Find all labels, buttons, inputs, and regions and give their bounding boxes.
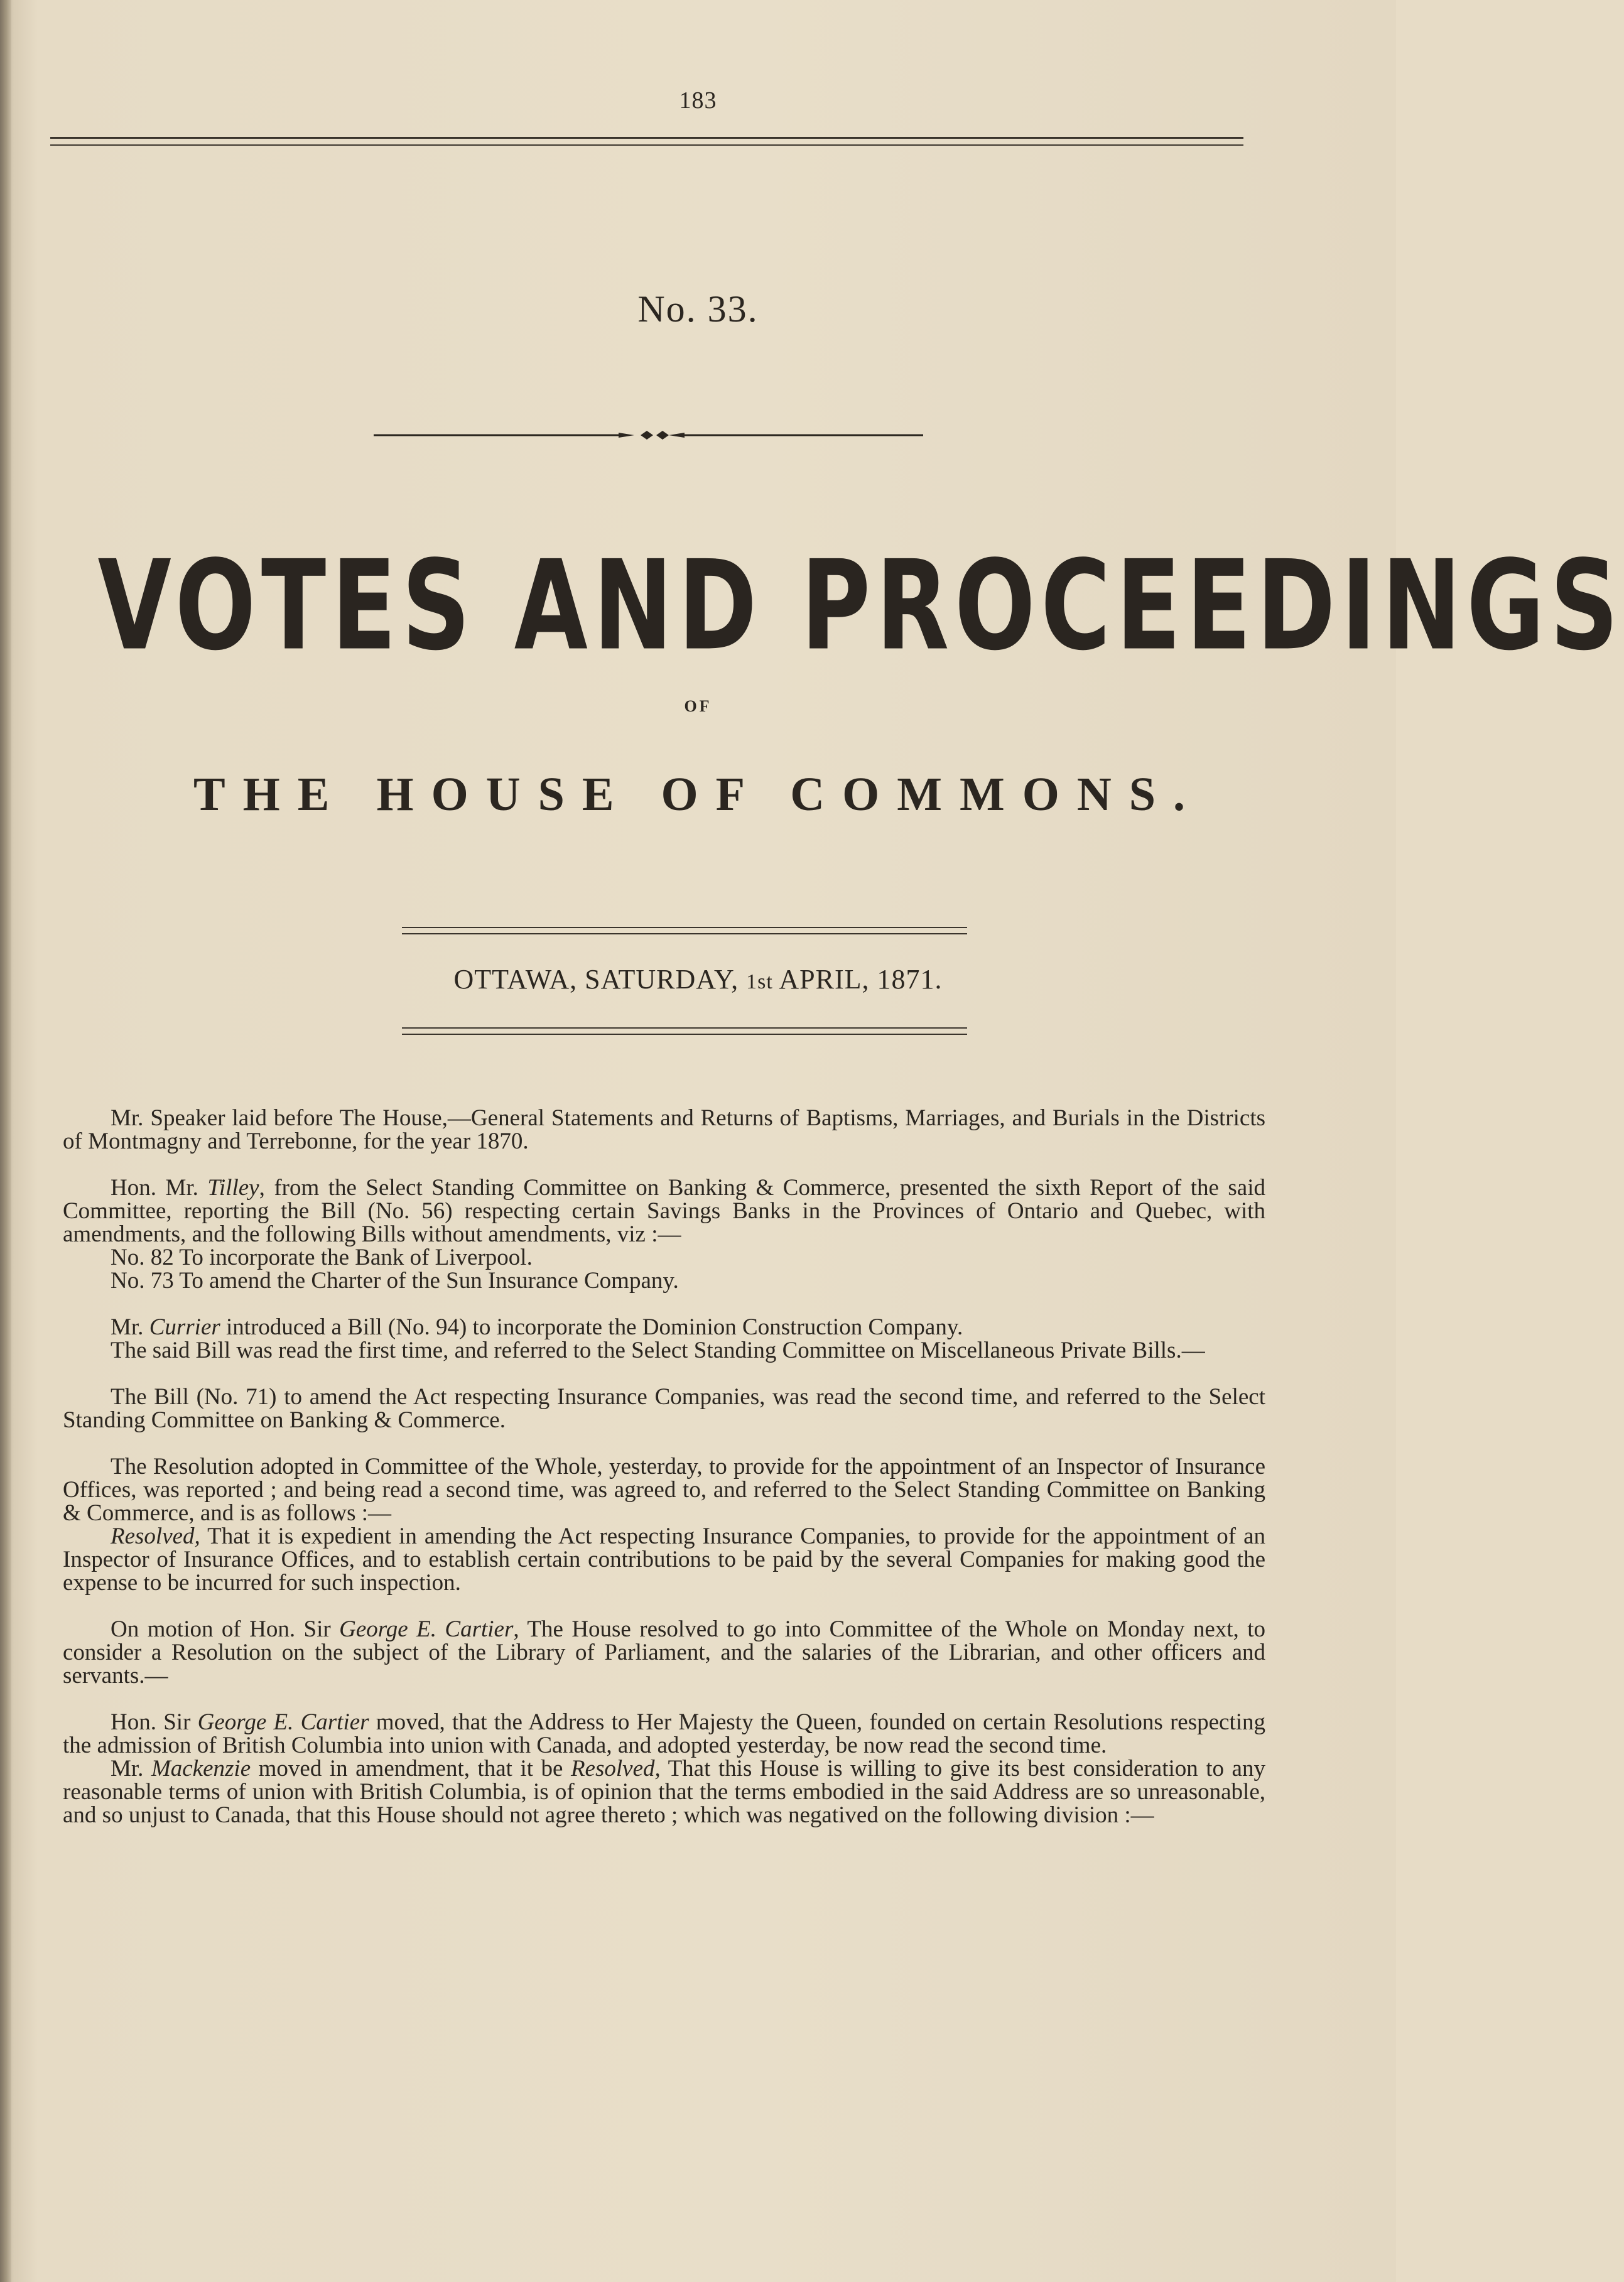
date-line	[0, 963, 1396, 995]
bill-item: No. 73 To amend the Charter of the Sun Insurance Company.	[111, 1268, 679, 1294]
title-of: OF	[684, 697, 712, 715]
date-rule-bottom-secondary	[402, 1034, 967, 1035]
bill-item: No. 82 To incorporate the Bank of Liverpool.	[111, 1245, 533, 1270]
date-rule-bottom	[402, 1027, 967, 1029]
member-name: Tilley	[207, 1175, 259, 1201]
paragraph-address: Hon. Sir George E. Cartier moved, that the Address to Her Majesty the Queen, founded on certain Resolutions respecting the admission of British Columbia into union with Canada, and adopted yesterday, be now read the second time. Mr. Mackenzie moved in amendment, that it be Resolved, That this House is willing to give its best consideration to any reasonable terms of union with British Columbia, is of opinion that the terms embodied in the said Address are so unreasonable, and so unjust to Canada, that this House should not agree thereto ; which was negatived on the following division :—	[63, 1709, 1266, 1828]
member-name: George E. Cartier	[197, 1709, 369, 1735]
header-rule	[50, 137, 1243, 139]
paragraph-speaker: Mr. Speaker laid before The House,—General Statements and Returns of Baptisms, Marriages, and Burials in the Districts of Montmagny and Terrebonne, for the year 1870.	[63, 1105, 1265, 1154]
paragraph-resolution: The Resolution adopted in Committee of the Whole, yesterday, to provide for the appointment of an Inspector of Insurance Offices, was reported ; and being read a second time, was agreed to, and referred to the Select Standing Committee on Banking & Commerce, and is as follows :— Resolved, That it is expedient in amending the Act respecting Insurance Companies, to provide for the appointment of an Inspector of Insurance Offices, and to establish certain contributions to be paid by the several Companies for making good the expense to be incurred for such inspection.	[63, 1454, 1265, 1596]
paragraph-cartier-motion: On motion of Hon. Sir George E. Cartier, The House resolved to go into Committee of the Whole on Monday next, to consider a Resolution on the subject of the Library of Parliament, and the salaries of the Librarian, and other officers and servants.—	[63, 1616, 1266, 1689]
issue-number: No. 33.	[637, 288, 759, 330]
binding-edge	[0, 0, 11, 2282]
document-title: VOTES AND PROCEEDINGS	[97, 534, 1624, 678]
date-suffix: APRIL, 1871.	[772, 964, 943, 995]
paragraph-currier: Mr. Currier introduced a Bill (No. 94) to incorporate the Dominion Construction Company. The said Bill was read the first time, and referred to the Select Standing Committee on Miscellaneous Private Bills.—	[111, 1314, 1205, 1363]
header-rule-secondary	[50, 144, 1243, 146]
member-name: Mackenzie	[151, 1756, 251, 1782]
proceedings-body	[63, 1106, 1265, 1850]
member-name: Currier	[149, 1314, 220, 1340]
date-rule-top-secondary	[402, 933, 967, 934]
date-rule-top	[402, 927, 967, 928]
page-number: 183	[679, 87, 717, 114]
ornament-divider	[0, 426, 1396, 445]
paragraph-tilley: Hon. Mr. Tilley, from the Select Standing Committee on Banking & Commerce, presented the sixth Report of the said Committee, reporting the Bill (No. 56) respecting certain Savings Banks in the Provinces of Ontario and Quebec, with amendments, and the following Bills without amendments, viz :— No. 82 To incorporate the Bank of Liverpool. No. 73 To amend the Charter of the Sun Insurance Company.	[63, 1175, 1265, 1294]
date-day: 1st	[746, 970, 773, 993]
resolved-label: Resolved,	[111, 1523, 200, 1549]
date-prefix: OTTAWA, SATURDAY,	[453, 964, 747, 995]
member-name: George E. Cartier	[339, 1616, 514, 1642]
paragraph-bill-71: The Bill (No. 71) to amend the Act respecting Insurance Companies, was read the second time, and referred to the Select Standing Committee on Banking & Commerce.	[63, 1384, 1265, 1433]
resolved-label: Resolved,	[570, 1756, 661, 1782]
house-title: THE HOUSE OF COMMONS.	[193, 768, 1203, 821]
